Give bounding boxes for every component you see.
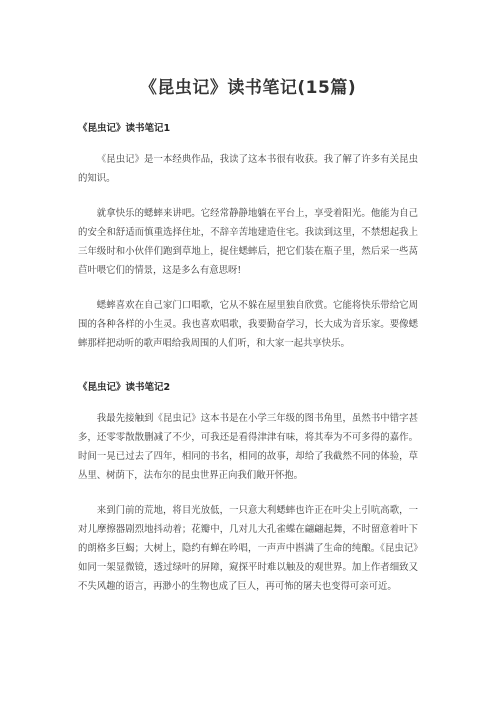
paragraph: 蟋蟀喜欢在自己家门口唱歌，它从不躲在屋里独自欣赏。它能将快乐带给它周围的各种各样的小生灵。我也喜欢唱歌，我要勤奋学习，长大成为音乐家。要像蟋蟀那样把动听的歌声唱给我周围的人们听，和大家一起共享快乐。 — [78, 300, 418, 349]
paragraph: 就拿快乐的蟋蟀来讲吧。它经常静静地躺在平台上，享受着阳光。他能为自己的安全和舒适而慎重选择住址，不辞辛苦地建造住宅。我读到这里，不禁想起我上三年级时和小伙伴们跑到草地上，捉住蟋蟀后，把它们装在瓶子里，然后采一些莴苣叶喂它们的情景，这是多么有意思呀! — [78, 208, 418, 276]
section-heading: 《昆虫记》读书笔记2 — [78, 382, 171, 393]
paragraph: 我最先接触到《昆虫记》这本书是在小学三年级的图书角里，虽然书中错字甚多，还零零散散删减了不少，可我还是看得津津有味，将其奉为不可多得的嘉作。时间一晃已过去了四年，相同的书名，相同的故事，却给了我截然不同的体验，草丛里、树荫下，法布尔的昆虫世界正向我们敞开怀抱。 — [78, 413, 418, 481]
paragraph: 来到门前的荒地，将目光放低，一只意大利蟋蟀也许正在叶尖上引吭高歌，一对儿摩擦器剧烈地抖动着；花瓣中，几对儿大孔雀蝶在翩翩起舞，不时留意着叶下的朗格多巨蝎；大树上，隐约有蝉在吟唱，一声声中斟满了生命的纯酿。《昆虫记》如同一架显微镜，透过绿叶的屏障，窥探平时难以触及的观世界。加上作者细致又不失风趣的语言，再渺小的生物也成了巨人，再可怖的屠夫也变得可亲可近。 — [78, 505, 418, 592]
document-title: 《昆虫记》读书笔记(15篇) — [139, 78, 357, 98]
section-1 — [78, 122, 418, 353]
section-heading: 《昆虫记》读书笔记1 — [78, 123, 171, 134]
paragraph: 《昆虫记》是一本经典作品，我读了这本书很有收获。我了解了许多有关昆虫的知识。 — [78, 154, 418, 184]
section-2 — [78, 381, 418, 596]
